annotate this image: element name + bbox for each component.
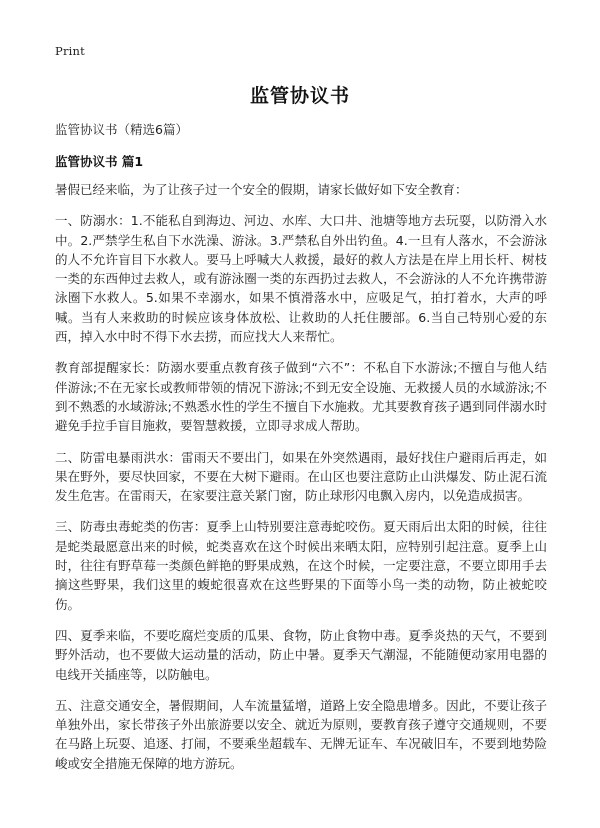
- document-body: [55, 180, 547, 785]
- paragraph-drowning: 一、防溺水：1.不能私自到海边、河边、水库、大口井、池塘等地方去玩耍，以防滑入水中。2.严禁学生私自下水洗澡、游泳。3.严禁私自外出钓鱼。4.一旦有人落水，不会游泳的人不允许盲目下水救人。要马上呼喊大人救援，最好的救人方法是在岸上用长杆、树枝一类的东西伸过去救人，或有游泳圈一类的东西扔过去救人，不会游泳的人不允许携带游泳圈下水救人。5.如果不幸溺水，如果不慎滑落水中，应吸足气，拍打着水，大声的呼喊。当有人来救助的时候应该身体放松、让救助的人托住腰部。6.当自己特别心爱的东西，掉入水中时不得下水去捞，而应找大人来帮忙。: [55, 213, 547, 345]
- paragraph-snakes-insects: 三、防毒虫毒蛇类的伤害：夏季上山特别要注意毒蛇咬伤。夏天雨后出太阳的时候，往往是蛇类最愿意出来的时候，蛇类喜欢在这个时候出来晒太阳，应特别引起注意。夏季上山时，往往有野草莓一类颜色鲜艳的野果成熟，在这个时候，一定要注意，不要立即用手去摘这些野果，我们这里的蝮蛇很喜欢在这些野果的下面等小鸟一类的动物，防止被蛇咬伤。: [55, 519, 547, 612]
- print-label: Print: [55, 44, 85, 58]
- document-title: 监管协议书: [249, 85, 350, 107]
- paragraph-traffic: 五、注意交通安全，暑假期间，人车流量猛增，道路上安全隐患增多。因此，不要让孩子单独外出，家长带孩子外出旅游要以安全、就近为原则，要教育孩子遵守交通规则，不要在马路上玩耍、追逐、打闹，不要乘坐超载车、无牌无证车、车况破旧车，不要到地势险峻或安全措施无保障的地方游玩。: [55, 697, 547, 771]
- section-heading: 监管协议书 篇1: [55, 154, 144, 169]
- paragraph-thunderstorm: 二、防雷电暴雨洪水：雷雨天不要出门，如果在外突然遇雨，最好找住户避雨后再走，如果在野外，要尽快回家，不要在大树下避雨。在山区也要注意防止山洪爆发、防止泥石流发生危害。在雷雨天，在家要注意关紧门窗，防止球形闪电飘入房内，以免造成损害。: [55, 449, 547, 504]
- document-subtitle: 监管协议书（精选6篇）: [55, 122, 188, 137]
- paragraph-ministry-reminder: 教育部提醒家长：防溺水要重点教育孩子做到“六不”：不私自下水游泳;不擅自与他人结伴游泳;不在无家长或教师带领的情况下游泳;不到无安全设施、无救援人员的水域游泳;不到不熟悉的水域游泳;不熟悉水性的学生不擅自下水施救。尤其要教育孩子遇到同伴溺水时避免手拉手盲目施救，要智慧救援，立即寻求成人帮助。: [55, 360, 547, 434]
- paragraph-intro: 暑假已经来临，为了让孩子过一个安全的假期，请家长做好如下安全教育：: [55, 182, 468, 197]
- paragraph-food-heat: 四、夏季来临，不要吃腐烂变质的瓜果、食物，防止食物中毒。夏季炎热的天气，不要到野外活动，也不要做大运动量的活动，防止中暑。夏季天气潮湿，不能随便动家用电器的电线开关插座等，以防触电。: [55, 627, 547, 682]
